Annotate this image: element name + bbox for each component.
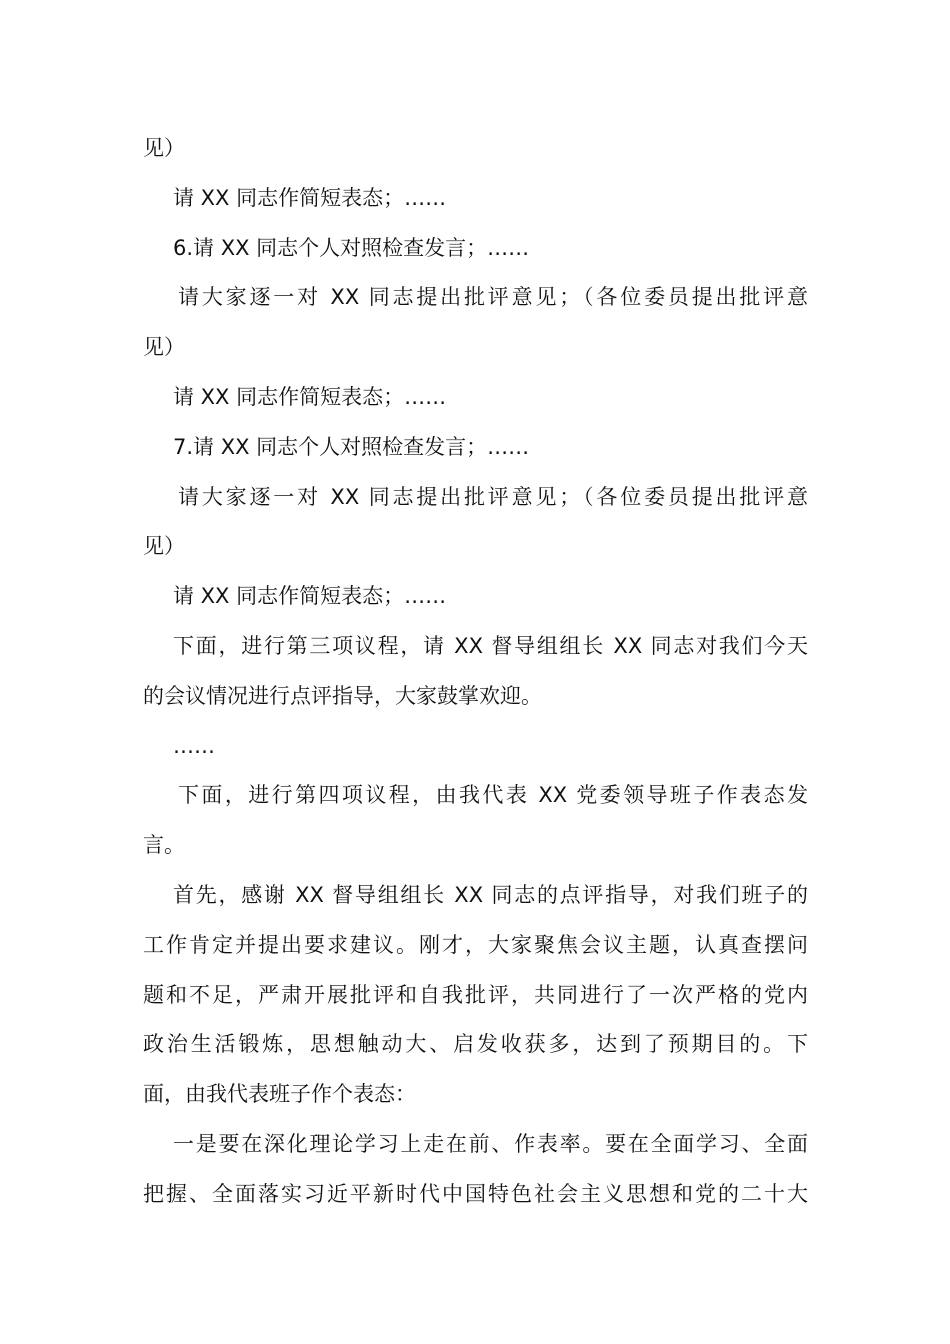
text-line: 下面，进行第三项议程，请 XX 督导组组长 XX 同志对我们今天 (173, 633, 808, 658)
text-line: …… (173, 733, 215, 758)
text-line: 见） (143, 136, 185, 160)
text-line: 首先，感谢 XX 督导组组长 XX 同志的点评指导，对我们班子的 (173, 882, 808, 907)
text-line: 7.请 XX 同志个人对照检查发言；…… (173, 434, 530, 459)
text-line: 面，由我代表班子作个表态： (143, 1082, 416, 1107)
text-line: 见） (143, 335, 185, 360)
text-line: 的会议情况进行点评指导，大家鼓掌欢迎。 (143, 683, 542, 708)
text-line: 下面，进行第四项议程，由我代表 XX 党委领导班子作表态发 (178, 783, 808, 808)
text-line: 政治生活锻炼，思想触动大、启发收获多，达到了预期目的。下 (143, 1032, 808, 1057)
text-line: 请 XX 同志作简短表态；…… (173, 384, 447, 409)
text-line: 言。 (143, 833, 185, 858)
text-line: 把握、全面落实习近平新时代中国特色社会主义思想和党的二十大 (143, 1181, 808, 1206)
text-line: 请 XX 同志作简短表态；…… (173, 584, 447, 609)
text-line: 题和不足，严肃开展批评和自我批评，共同进行了一次严格的党内 (143, 982, 808, 1007)
text-line: 6.请 XX 同志个人对照检查发言；…… (173, 235, 530, 260)
document-body (143, 124, 808, 1220)
text-line: 工作肯定并提出要求建议。刚才，大家聚焦会议主题，认真查摆问 (143, 932, 808, 957)
text-line: 请大家逐一对 XX 同志提出批评意见；（各位委员提出批评意 (178, 484, 808, 509)
text-line: 请 XX 同志作简短表态；…… (173, 185, 447, 210)
text-line: 见） (143, 534, 185, 559)
text-line: 一是要在深化理论学习上走在前、作表率。要在全面学习、全面 (173, 1131, 808, 1156)
text-line: 请大家逐一对 XX 同志提出批评意见；（各位委员提出批评意 (178, 285, 808, 310)
